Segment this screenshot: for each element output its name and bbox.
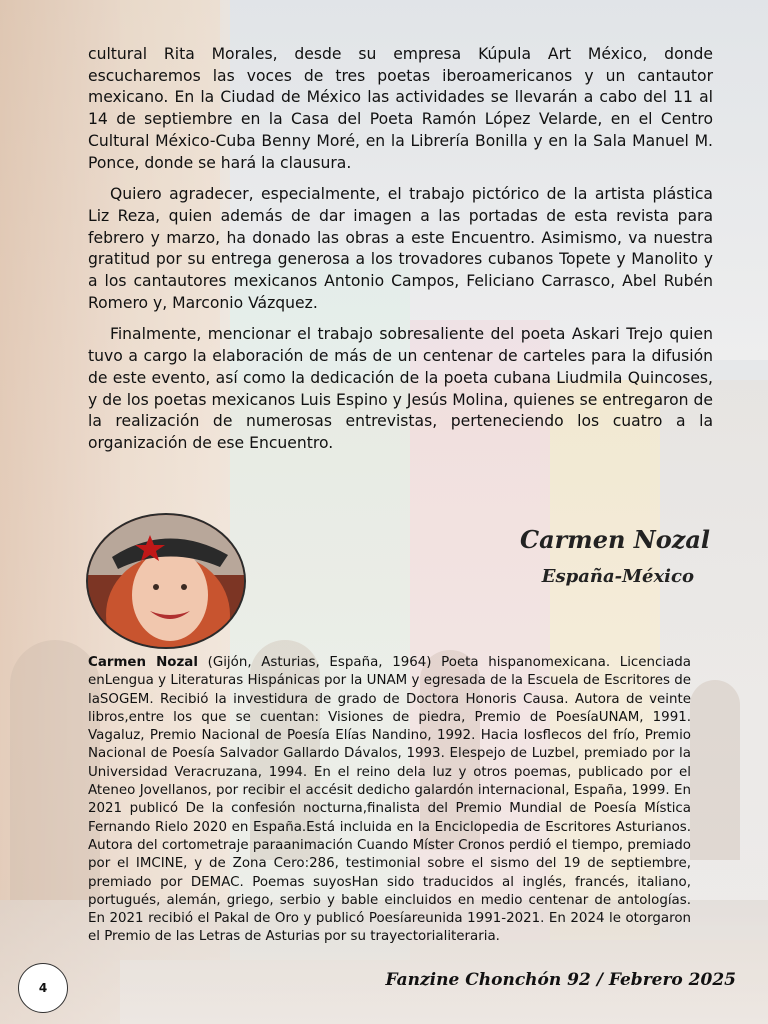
paragraph-2: Quiero agradecer, especialmente, el trabajo pictórico de la artista plástica Liz Reza, quien además de dar imagen a las portadas de esta revista para febrero y marzo, ha donado las obras a este Encuentro. Asimismo, va nuestra gratitud por su entrega generosa a los trovadores cubanos Topete y Manolito y a los cantautores mexicanos Antonio Campos, Feliciano Carrasco, Abel Rubén Romero y, Marconio Vázquez. [88, 185, 713, 312]
author-portrait [86, 513, 246, 649]
signature-name: Carmen Nozal [520, 525, 711, 554]
bio-text: (Gijón, Asturias, España, 1964) Poeta hispanomexicana. Licenciada enLengua y Literaturas Hispánicas por la UNAM y egresada de la Escuela de Escritores de laSOGEM. Recibió la investidura de grado de Doctora Honoris Causa. Autora de veinte libros,entre los que se cuentan: Visiones de piedra, Premio de PoesíaUNAM, 1991. Vagaluz, Premio Nacional de Poesía Elías Nandino, 1992. Hacia losflecos del frío, Premio Nacional de Poesía Salvador Gallardo Dávalos, 1993. Elespejo de Luzbel, premiado por la Universidad Veracruzana, 1994. En el reino dela luz y otros poemas, publicado por el Ateneo Jovellanos, por recibir el accésit dedicho galardón internacional, España, 1999. En 2021 publicó De la confesión nocturna,finalista del Premio Mundial de Poesía Mística Fernando Rielo 2020 en España.Está incluida en la Enciclopedia de Escritores Asturianos. Autora del cortometraje paraanimación Cuando Míster Cronos perdió el tiempo, premiado por el IMCINE, y de Zona Cero:286, testimonial sobre el sismo del 19 de septiembre, premiado por DEMAC. Poemas suyosHan sido traducidos al inglés, francés, italiano, portugués, alemán, griego, serbio y bable eincluidos en medio centenar de antologías. En 2021 recibió el Pakal de Oro y publicó Poesíareunida 1991-2021. En 2024 le otorgaron el Premio de las Letras de Asturias por su trayectorialiteraria. [88, 655, 691, 945]
signature-country: España-México [541, 566, 694, 587]
page-number: 4 [18, 963, 68, 1013]
paragraph-1: cultural Rita Morales, desde su empresa Kúpula Art México, donde escucharemos las voces de tres poetas iberoamericanos y un cantautor mexicano. En la Ciudad de México las actividades se llevarán a cabo del 11 al 14 de septiembre en la Casa del Poeta Ramón López Velarde, en el Centro Cultural México-Cuba Benny Moré, en la Librería Bonilla y en la Sala Manuel M. Ponce, donde se hará la clausura. [88, 45, 713, 172]
footer-title: Fanzine Chonchón 92 / Febrero 2025 [385, 970, 736, 990]
paragraph-3: Finalmente, mencionar el trabajo sobresaliente del poeta Askari Trejo quien tuvo a cargo la elaboración de más de un centenar de carteles para la difusión de este evento, así como la dedicación de la poeta cubana Liudmila Quincoses, y de los poetas mexicanos Luis Espino y Jesús Molina, quienes se entregaron de la realización de numerosas entrevistas, perteneciendo los cuatro a la organización de ese Encuentro. [88, 325, 713, 452]
author-bio [88, 654, 691, 947]
bio-name: Carmen Nozal [88, 655, 198, 670]
article-body [88, 44, 713, 465]
